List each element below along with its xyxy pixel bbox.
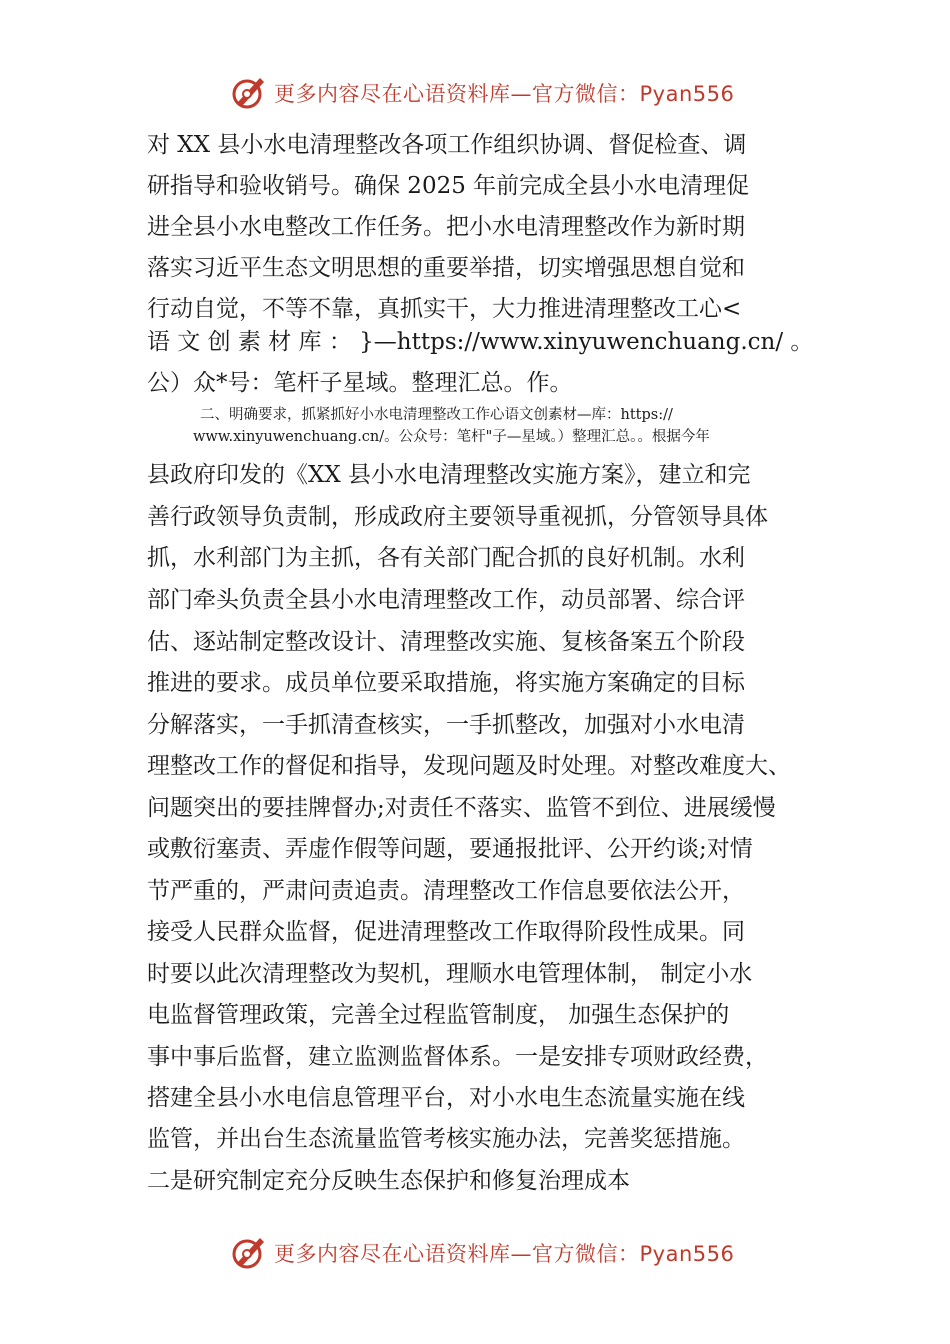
heading-line: 二、明确要求，抓紧抓好小水电清理整改工作心语文创素材—库：https:// <box>200 407 673 423</box>
text-line: 进全县小水电整改工作任务。把小水电清理整改作为新时期 <box>147 214 745 240</box>
text-line: 抓，水利部门为主抓，各有关部门配合抓的良好机制。水利 <box>147 545 745 571</box>
text-line: 语 文 创 素 材 库 ： }—https://www.xinyuwenchuang.cn/ 。 <box>147 329 814 355</box>
text-line: 分解落实，一手抓清查核实，一手抓整改，加强对小水电清 <box>147 712 745 738</box>
banner-text: 更多内容尽在心语资料库—官方微信：Pyan556 <box>274 1242 735 1266</box>
text-line: 研指导和验收销号。确保 2025 年前完成全县小水电清理促 <box>147 173 750 199</box>
header-banner <box>0 70 950 114</box>
text-line: 节严重的，严肃问责追责。清理整改工作信息要依法公开， <box>147 878 745 904</box>
text-line: 估、逐站制定整改设计、清理整改实施、复核备案五个阶段 <box>147 629 745 655</box>
text-line: 接受人民群众监督，促进清理整改工作取得阶段性成果。同 <box>147 919 745 945</box>
text-line: 事中事后监督，建立监测监督体系。一是安排专项财政经费， <box>147 1044 768 1070</box>
text-line: 公）众*号：笔杆子星域。整理汇总。作。 <box>147 370 573 396</box>
text-line: 二是研究制定充分反映生态保护和修复治理成本 <box>147 1168 630 1194</box>
text-line: 或敷衍塞责、弄虚作假等问题，要通报批评、公开约谈;对情 <box>147 836 753 862</box>
text-line: 对 XX 县小水电清理整改各项工作组织协调、督促检查、调 <box>147 132 747 158</box>
text-line: 监管，并出台生态流量监管考核实施办法，完善奖惩措施。 <box>147 1126 745 1152</box>
text-line: 问题突出的要挂牌督办;对责任不落实、监管不到位、进展缓慢 <box>147 795 776 821</box>
text-line: 理整改工作的督促和指导，发现问题及时处理。对整改难度大、 <box>147 753 791 779</box>
text-line: 电监督管理政策，完善全过程监管制度， 加强生态保护的 <box>147 1002 730 1028</box>
footer-banner <box>0 1230 950 1274</box>
text-line: 善行政领导负责制，形成政府主要领导重视抓，分管领导具体 <box>147 504 768 530</box>
text-line: 部门牵头负责全县小水电清理整改工作，动员部署、综合评 <box>147 587 745 613</box>
pen-logo-icon <box>230 72 270 112</box>
text-line: 落实习近平生态文明思想的重要举措，切实增强思想自觉和 <box>147 255 745 281</box>
heading-line: www.xinyuwenchuang.cn/。公众号：笔杆"子—星域。）整理汇总。。根据今年 <box>193 429 710 445</box>
pen-logo-icon <box>230 1232 270 1272</box>
text-line: 搭建全县小水电信息管理平台，对小水电生态流量实施在线 <box>147 1085 745 1111</box>
text-line: 时要以此次清理整改为契机，理顺水电管理体制， 制定小水 <box>147 961 753 987</box>
text-line: 推进的要求。成员单位要采取措施，将实施方案确定的目标 <box>147 670 745 696</box>
text-line: 行动自觉，不等不靠，真抓实干，大力推进清理整改工心< <box>147 296 742 322</box>
banner-text: 更多内容尽在心语资料库—官方微信：Pyan556 <box>274 82 735 106</box>
text-line: 县政府印发的《XX 县小水电清理整改实施方案》，建立和完 <box>147 462 751 488</box>
